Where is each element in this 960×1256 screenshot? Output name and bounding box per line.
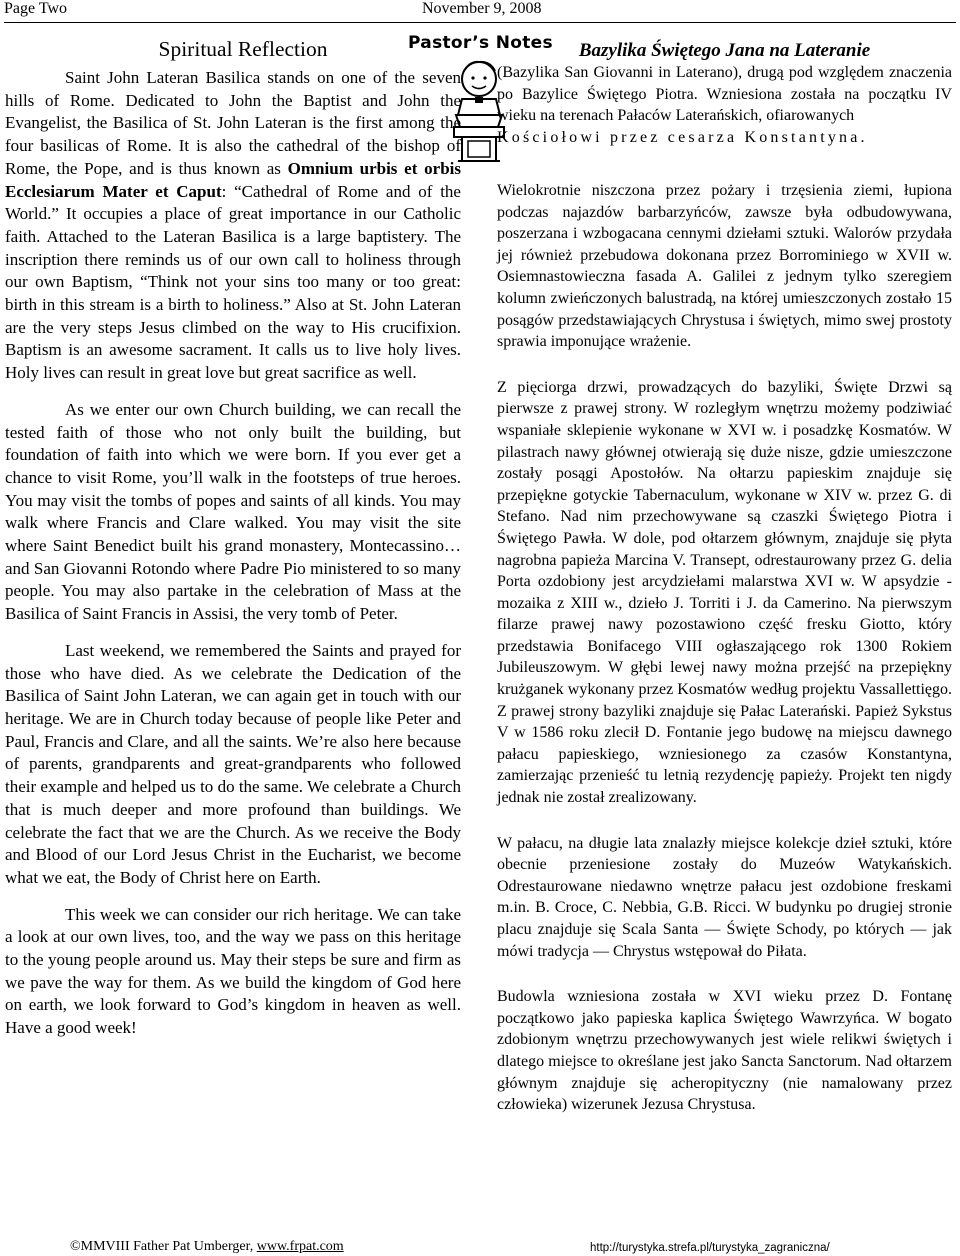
reflection-paragraph-2: As we enter our own Church building, we can recall the tested faith of those who not only built the building, but foundation of faith into which we were born. If you ever get a chance to visit Rome, you’ll walk in the footsteps of true heroes. You may visit the tombs of popes and saints of all kinds. You may walk where Francis and Clare walked. You may visit the site where Saint Benedict built his grand monastery, Montecassino… and San Giovanni Rotondo where Padre Pio ministered to so many people. You may also partake in the celebration of Mass at the Basilica of Saint Francis in Assisi, the very tomb of Peter. bbox=[5, 399, 461, 624]
reflection-paragraph-4: This week we can consider our rich heritage. We can take a look at our own lives, too, and the way we pass on this heritage to the young people around us. May their steps be sure and firm as we pave the way for them. As we build the kingdom of God here on earth, we look forward to God’s kingdom in heaven as well. Have a good week! bbox=[5, 904, 461, 1038]
polish-intro bbox=[497, 62, 952, 148]
reflection-paragraph-3: Last weekend, we remembered the Saints and prayed for those who have died. As we celebrate the Dedication of the Basilica of Saint John Lateran, we can again get in touch with our heritage. We are in Church today because of people like Peter and Paul, Francis and Clare, and all the saints. We’re also here because of parents, grandparents and great-grandparents who followed their example and helped us to do the same. We celebrate a Church that is much deeper and more profound than buildings. We celebrate the fact that we are the Church. As we receive the Body and Blood of our Lord Jesus Christ in the Eucharist, we become what we eat, the Body of Christ here on Earth. bbox=[5, 640, 461, 887]
reflection-p1-rest: : “Cathedral of Rome and of the World.” It occupies a place of great importance in our Catholic faith. Attached to the Lateran Basilica is a large baptistery. The inscription there reminds us of our own call to holiness through our own Baptism, “Think not your sins too many or too great: birth in this stream is a birth to holiness.” Also at St. John Lateran are the very steps Jesus climbed on the way to His crucifixion. Baptism is an awesome sacrament. It calls us to live holy lives. Holy lives can result in great love but great sacrifice as well. bbox=[5, 181, 461, 383]
reflection-title: Spiritual Reflection bbox=[158, 37, 328, 61]
reflection-paragraph-1 bbox=[5, 67, 461, 385]
reflection-p1-intro: Saint John Lateran Basilica stands on one of the seven hills of Rome. Dedicated to John the Baptist and John the Evangelist, the Basilica of St. John Lateran is the first among the four basilicas of Rome. bbox=[5, 68, 461, 156]
polish-paragraph-2: Z pięciorga drzwi, prowadzących do bazyliki, Święte Drzwi są pierwsze z prawej strony. W rozległym wnętrzu możemy podziwiać wspaniałe sklepienie wykonane w XVI w. i posadzkę Kosmatów. W pilastrach nawy głównej otwierają się duże nisze, gdzie umieszczone zostały posągi Apostołów. Na ołtarzu papieskim znajduje się przepiękne gotyckie Tabernaculum, wykonane w XIV w. przez G. di Stefano. Nad nim przechowywane są czaszki Świętego Piotra i Świętego Pawła. W dole, pod ołtarzem głównym, znajduje się płyta nagrobna papieża Marcina V. Transept, odrestaurowany przez G. delia Porta ozdobiony jest arcydziełami malarstwa XVI w. W apsydzie - mozaika z XIII w., dzieło J. Torriti i J. da Camerino. Na pierwszym filarze prawej nawy pozostawiono część fresku Giotto, który przedstawia Bonifacego VIII ogłaszającego rok 1300 Rokiem Jubileuszowym. W głębi lewej nawy można przejść na przepiękny krużganek wykonany przez Kosmatów według projektu Vassallettięgo. Z prawej strony bazyliki znajduje się Pałac Laterański. Papież Sykstus V w 1586 roku zlecił D. Fontanie jego budowę na miejscu dawnego pałacu papieskiego, wzniesionego za czasów Konstantyna, zamierzając przenieść tu letnią rezydencję papieży. Projekt ten nigdy jednak nie został zrealizowany. bbox=[497, 378, 952, 807]
source-url: http://turystyka.strefa.pl/turystyka_zagraniczna/ bbox=[590, 1242, 830, 1254]
reflection-latin-title: Omnium urbis et orbis Ecclesiarum Mater et Caput bbox=[5, 158, 461, 201]
copyright-footer bbox=[70, 1239, 344, 1255]
issue-date: November 9, 2008 bbox=[422, 0, 542, 17]
frpat-link[interactable]: www.frpat.com bbox=[256, 1239, 344, 1254]
polish-paragraph-1: Wielokrotnie niszczona przez pożary i trzęsienia ziemi, łupiona podczas najazdów barbarzyńców, zawsze była odbudowywana, poszerzana i wzbogacana cennymi dziełami sztuki. Walorów przydała jej również przebudowa dokonana przez Borrominiego w XVII w. Osiemnastowieczna fasada A. Galilei z jednym tylko szeregiem kolumn zwieńczonych balustradą, na której umieszczonych zostało 15 posągów przedstawiających Chrystusa i świętych, mimo swej prostoty sprawia imponujące wrażenie. bbox=[497, 182, 952, 351]
polish-article-title: Bazylika Świętego Jana na Lateranie bbox=[578, 40, 871, 61]
pastors-notes-title: Pastor’s Notes bbox=[408, 33, 553, 53]
polish-intro-main: (Bazylika San Giovanni in Laterano), drugą pod względem znaczenia po Bazylice Świętego Piotra. Wzniesiona została na początku IV wieku na terenach Pałaców Laterańskich, ofiarowanych bbox=[497, 64, 952, 124]
spiritual-reflection-column bbox=[5, 36, 461, 1054]
copyright-text: ©MMVIII Father Pat Umberger, bbox=[70, 1239, 257, 1254]
polish-paragraph-4: Budowla wzniesiona została w XVI wieku przez D. Fontanę początkowo jako papieska kaplica Świętego Wawrzyńca. W bogato zdobionym wnętrzu przechowywanych jest wiele relikwi świętych i dlatego miejsce to określane jest jako Sancta Sanctorum. Nad ołtarzem głównym znajduje się acheropityczny (nie namalowany przez człowieka) wizerunek Jezusa Chrystusa. bbox=[497, 988, 952, 1114]
polish-paragraph-3: W pałacu, na długie lata znalazły miejsce kolekcje dzieł sztuki, które obecnie przeniesione zostały do Muzeów Watykańskich. Odrestaurowane niedawno wnętrze pałacu jest ozdobione freskami m.in. B. Croce, C. Nebbia, G.B. Ricci. W budynku po drugiej stronie placu znajduje się Scala Santa — Święte Schody, po których — jak mówi tradycja — Chrystus wstępował do Piłata. bbox=[497, 834, 952, 960]
polish-intro-last-line: Kościołowi przez cesarza Konstantyna. bbox=[497, 128, 868, 146]
reflection-p1-bishop: It is also the cathedral of the bishop of Rome, the Pope, and is thus known as bbox=[5, 136, 461, 178]
page-label: Page Two bbox=[4, 0, 68, 17]
polish-article-column bbox=[497, 40, 952, 1140]
page-header bbox=[4, 0, 956, 23]
